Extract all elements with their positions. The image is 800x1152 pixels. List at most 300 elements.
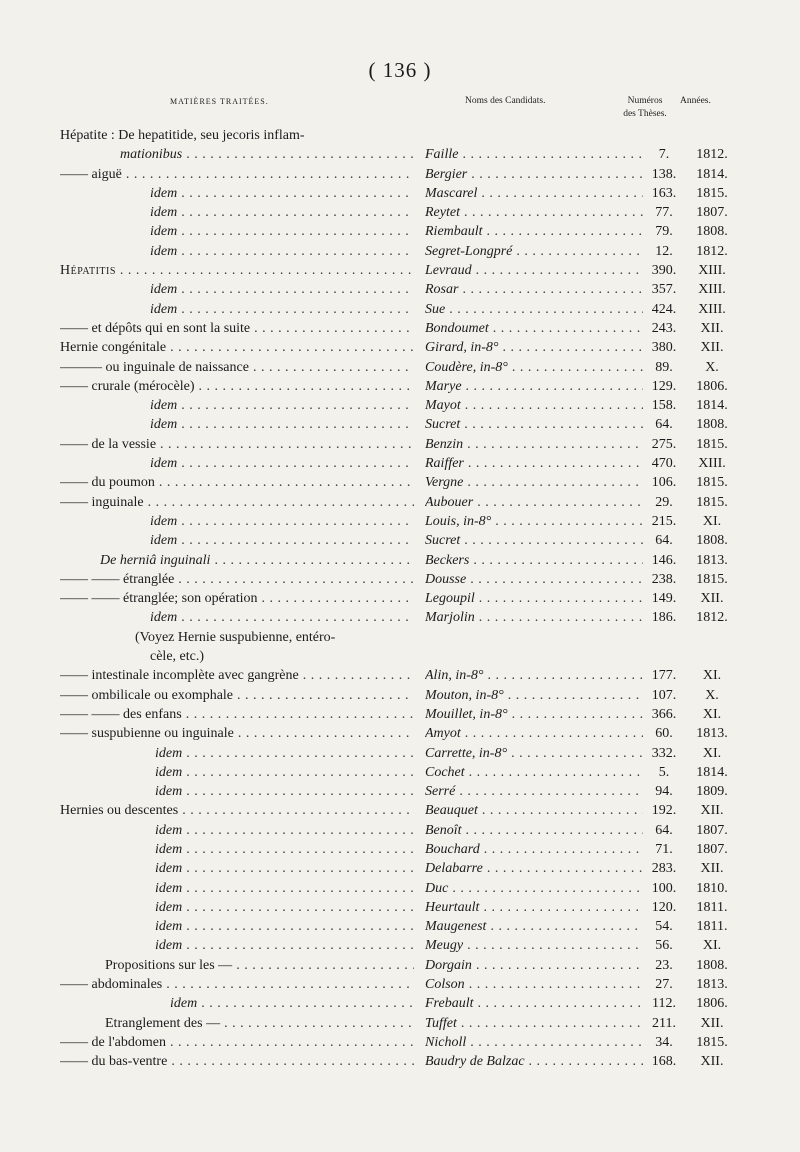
candidate-name: Levraud <box>425 263 472 279</box>
table-row <box>0 319 800 338</box>
candidate-name: Mouillet, in-8° <box>425 706 508 722</box>
subject-text: Hépatitis <box>60 263 116 279</box>
subject-cell <box>150 184 414 203</box>
subject-text: ——— ou inguinale de naissance <box>60 359 249 375</box>
subject-text: Etranglement des — <box>105 1015 221 1031</box>
thesis-number: 94. <box>655 784 673 800</box>
thesis-number: 27. <box>655 977 673 993</box>
table-row <box>0 840 800 859</box>
table-row <box>0 608 800 627</box>
table-row <box>0 879 800 898</box>
table-row <box>0 666 800 685</box>
table-row <box>0 936 800 955</box>
thesis-number: 64. <box>655 417 673 433</box>
candidate-cell <box>425 242 643 261</box>
subject-text: idem <box>150 205 178 221</box>
thesis-year: 1807. <box>696 841 728 857</box>
thesis-year: XI. <box>702 938 722 954</box>
thesis-number: 283. <box>651 861 677 877</box>
thesis-number: 64. <box>655 822 673 838</box>
table-row <box>0 1014 800 1033</box>
subject-cell <box>155 936 414 955</box>
subject-cell <box>155 821 414 840</box>
subject-cell <box>150 242 414 261</box>
thesis-year: 1808. <box>696 224 728 240</box>
candidate-name: Dousse <box>425 571 467 587</box>
candidate-name: Nicholl <box>425 1034 467 1050</box>
thesis-year: 1808. <box>696 417 728 433</box>
thesis-number: 332. <box>651 745 677 761</box>
header-noms: Noms des Candidats. <box>465 96 546 106</box>
subject-cell <box>60 1033 414 1052</box>
thesis-year: 1806. <box>696 996 728 1012</box>
thesis-number: 243. <box>651 320 677 336</box>
subject-text: idem <box>155 822 183 838</box>
subject-text: cèle, etc.) <box>150 649 205 665</box>
thesis-year: XIII. <box>698 282 726 298</box>
candidate-name: Segret-Longpré <box>425 243 513 259</box>
table-row <box>0 242 800 261</box>
subject-text: Hépatite : De hepatitide, seu jecoris inflam- <box>60 128 305 143</box>
subject-cell <box>155 917 414 936</box>
table-row <box>0 165 800 184</box>
table-row <box>0 493 800 512</box>
thesis-year: XI. <box>702 745 722 761</box>
thesis-year: 1813. <box>696 552 728 568</box>
subject-text: De herniâ inguinali <box>100 552 211 568</box>
subject-text: —— suspubienne ou inguinale <box>60 726 234 742</box>
thesis-year: 1813. <box>696 726 728 742</box>
thesis-number: 89. <box>655 359 673 375</box>
subject-text: idem <box>155 919 183 935</box>
subject-text: idem <box>155 861 183 877</box>
table-row <box>0 744 800 763</box>
subject-text: —— de l'abdomen <box>60 1034 166 1050</box>
subject-cell <box>60 319 414 338</box>
thesis-number: 163. <box>651 185 677 201</box>
thesis-number: 29. <box>655 494 673 510</box>
candidate-name: Louis, in-8° <box>425 513 492 529</box>
subject-cell <box>105 956 414 975</box>
subject-cell <box>60 1052 414 1071</box>
thesis-year: XII. <box>700 861 724 877</box>
thesis-year: XI. <box>702 706 722 722</box>
candidate-name: Rosar <box>425 282 459 298</box>
subject-text: idem <box>150 243 178 259</box>
candidate-name: Amyot <box>425 726 461 742</box>
subject-text: idem <box>150 185 178 201</box>
candidate-cell <box>425 589 643 608</box>
thesis-year: XIII. <box>698 301 726 317</box>
thesis-year: 1807. <box>696 822 728 838</box>
candidate-name: Raiffer <box>425 456 464 472</box>
candidate-cell <box>425 724 643 743</box>
thesis-number: 106. <box>651 475 677 491</box>
table-row <box>0 647 800 666</box>
table-row <box>0 724 800 743</box>
subject-text: idem <box>150 417 178 433</box>
table-row <box>0 859 800 878</box>
candidate-name: Alin, in-8° <box>425 668 484 684</box>
thesis-number: 138. <box>651 166 677 182</box>
candidate-cell <box>425 763 643 782</box>
candidate-cell <box>425 512 643 531</box>
candidate-cell <box>425 531 643 550</box>
candidate-cell <box>425 551 643 570</box>
thesis-year: 1815. <box>696 475 728 491</box>
subject-text: idem <box>155 899 183 915</box>
candidate-cell <box>425 261 643 280</box>
table-row <box>0 184 800 203</box>
subject-cell <box>60 570 414 589</box>
subject-cell <box>150 415 414 434</box>
subject-cell <box>155 898 414 917</box>
subject-cell <box>60 473 414 492</box>
subject-text: —— du bas-ventre <box>60 1054 168 1070</box>
table-row <box>0 898 800 917</box>
candidate-name: Carrette, in-8° <box>425 745 508 761</box>
thesis-number: 380. <box>651 340 677 356</box>
table-row <box>0 994 800 1013</box>
thesis-number: 112. <box>652 996 676 1012</box>
thesis-year: XII. <box>700 1054 724 1070</box>
subject-text: —— ombilicale ou exomphale <box>60 687 234 703</box>
subject-text: idem <box>150 301 178 317</box>
candidate-name: Frebault <box>425 996 474 1012</box>
thesis-year: 1808. <box>696 957 728 973</box>
thesis-year: 1815. <box>696 1034 728 1050</box>
candidate-name: Serré <box>425 784 456 800</box>
candidate-cell <box>425 145 643 164</box>
thesis-number: 470. <box>651 456 677 472</box>
header-numeros-line1: Numéros <box>627 96 663 106</box>
candidate-name: Riembault <box>425 224 483 240</box>
candidate-name: Bergier <box>425 166 468 182</box>
candidate-cell <box>425 454 643 473</box>
subject-text: —— inguinale <box>60 494 144 510</box>
candidate-name: Sucret <box>425 533 461 549</box>
subject-text: idem <box>150 282 178 298</box>
subject-cell <box>60 589 414 608</box>
table-row <box>0 589 800 608</box>
subject-text: mationibus <box>120 147 183 163</box>
candidate-name: Marye <box>425 378 462 394</box>
table-row <box>0 1052 800 1071</box>
thesis-number: 12. <box>655 243 673 259</box>
table-row <box>0 473 800 492</box>
candidate-name: Maugenest <box>425 919 487 935</box>
candidate-name: Tuffet <box>425 1015 457 1031</box>
table-row <box>0 705 800 724</box>
subject-cell <box>150 647 414 666</box>
candidate-cell <box>425 782 643 801</box>
thesis-year: XII. <box>700 320 724 336</box>
candidate-cell <box>425 1033 643 1052</box>
thesis-number: 23. <box>655 957 673 973</box>
subject-text: —— abdominales <box>60 977 163 993</box>
candidate-cell <box>425 686 643 705</box>
thesis-year: 1812. <box>696 243 728 259</box>
thesis-year: 1814. <box>696 166 728 182</box>
thesis-number: 5. <box>658 764 670 780</box>
candidate-cell <box>425 975 643 994</box>
thesis-year: 1811. <box>696 919 728 935</box>
candidate-cell <box>425 705 643 724</box>
subject-cell <box>60 705 414 724</box>
table-row <box>0 222 800 241</box>
subject-cell <box>60 358 414 377</box>
subject-cell <box>60 435 414 454</box>
thesis-year: XII. <box>700 591 724 607</box>
subject-cell <box>60 126 414 145</box>
candidate-name: Benzin <box>425 436 464 452</box>
thesis-year: 1810. <box>696 880 728 896</box>
subject-cell <box>60 724 414 743</box>
subject-text: —— de la vessie <box>60 436 157 452</box>
table-row <box>0 203 800 222</box>
candidate-cell <box>425 203 643 222</box>
candidate-name: Duc <box>425 880 449 896</box>
candidate-name: Vergne <box>425 475 464 491</box>
table-row <box>0 126 800 145</box>
subject-text: (Voyez Hernie suspubienne, entéro- <box>135 629 336 645</box>
thesis-year: 1815. <box>696 494 728 510</box>
table-row <box>0 454 800 473</box>
page-number: ( 136 ) <box>368 58 432 82</box>
table-row <box>0 1033 800 1052</box>
thesis-number: 107. <box>651 687 677 703</box>
table-row <box>0 531 800 550</box>
thesis-number: 168. <box>651 1054 677 1070</box>
candidate-name: Dorgain <box>425 957 472 973</box>
thesis-year: XII. <box>700 340 724 356</box>
candidate-cell <box>425 956 643 975</box>
table-row <box>0 782 800 801</box>
candidate-cell <box>425 666 643 685</box>
subject-text: —— et dépôts qui en sont la suite <box>60 320 251 336</box>
subject-text: Hernie congénitale <box>60 340 167 356</box>
header-numeros <box>613 95 677 121</box>
thesis-number: 275. <box>651 436 677 452</box>
candidate-name: Delabarre <box>425 861 483 877</box>
thesis-number: 129. <box>651 378 677 394</box>
subject-text: Hernies ou descentes <box>60 803 179 819</box>
subject-cell <box>150 512 414 531</box>
candidate-cell <box>425 1052 643 1071</box>
subject-cell <box>60 801 414 820</box>
thesis-year: 1815. <box>696 571 728 587</box>
candidate-cell <box>425 415 643 434</box>
candidate-cell <box>425 377 643 396</box>
subject-cell <box>135 628 414 647</box>
thesis-year: 1815. <box>696 185 728 201</box>
subject-cell <box>150 396 414 415</box>
thesis-table <box>0 126 800 1072</box>
subject-text: idem <box>150 513 178 529</box>
subject-cell <box>155 744 414 763</box>
candidate-cell <box>425 165 643 184</box>
subject-text: idem <box>150 398 178 414</box>
subject-cell <box>155 763 414 782</box>
thesis-number: 56. <box>655 938 673 954</box>
table-row <box>0 628 800 647</box>
table-row <box>0 975 800 994</box>
candidate-cell <box>425 801 643 820</box>
thesis-number: 60. <box>655 726 673 742</box>
candidate-cell <box>425 493 643 512</box>
candidate-cell <box>425 879 643 898</box>
candidate-name: Sue <box>425 301 446 317</box>
candidate-name: Marjolin <box>425 610 475 626</box>
candidate-cell <box>425 338 643 357</box>
candidate-name: Beauquet <box>425 803 478 819</box>
header-matieres: MATIÈRES TRAITÉES. <box>170 97 269 106</box>
subject-cell <box>155 782 414 801</box>
thesis-year: 1806. <box>696 378 728 394</box>
subject-text: idem <box>150 533 178 549</box>
thesis-number: 177. <box>651 668 677 684</box>
table-row <box>0 763 800 782</box>
table-row <box>0 821 800 840</box>
table-row <box>0 377 800 396</box>
subject-text: idem <box>155 938 183 954</box>
candidate-name: Coudère, in-8° <box>425 359 508 375</box>
thesis-number: 390. <box>651 263 677 279</box>
table-row <box>0 280 800 299</box>
candidate-name: Benoît <box>425 822 462 838</box>
candidate-name: Faille <box>425 147 459 163</box>
thesis-year: 1808. <box>696 533 728 549</box>
thesis-number: 34. <box>655 1034 673 1050</box>
thesis-year: 1812. <box>696 147 728 163</box>
subject-text: —— —— des enfans <box>60 706 182 722</box>
thesis-number: 64. <box>655 533 673 549</box>
subject-cell <box>100 551 414 570</box>
thesis-year: X. <box>705 687 719 703</box>
subject-text: —— intestinale incomplète avec gangrène <box>60 668 299 684</box>
thesis-year: XIII. <box>698 263 726 279</box>
thesis-number: 357. <box>651 282 677 298</box>
candidate-cell <box>425 473 643 492</box>
thesis-number: 71. <box>655 841 673 857</box>
candidate-cell <box>425 570 643 589</box>
subject-cell <box>120 145 414 164</box>
candidate-cell <box>425 744 643 763</box>
candidate-cell <box>425 319 643 338</box>
thesis-number: 238. <box>651 571 677 587</box>
subject-cell <box>60 165 414 184</box>
thesis-year: 1811. <box>696 899 728 915</box>
subject-text: idem <box>150 610 178 626</box>
table-row <box>0 917 800 936</box>
thesis-number: 192. <box>651 803 677 819</box>
candidate-cell <box>425 608 643 627</box>
thesis-number: 424. <box>651 301 677 317</box>
candidate-cell <box>425 821 643 840</box>
subject-cell <box>60 338 414 357</box>
table-row <box>0 338 800 357</box>
subject-cell <box>150 608 414 627</box>
subject-cell <box>60 975 414 994</box>
candidate-name: Mascarel <box>425 185 478 201</box>
subject-cell <box>150 454 414 473</box>
subject-text: —— aiguë <box>60 166 122 182</box>
subject-text: idem <box>155 764 183 780</box>
thesis-number: 149. <box>651 591 677 607</box>
subject-cell <box>150 280 414 299</box>
thesis-year: XII. <box>700 1015 724 1031</box>
subject-text: idem <box>155 784 183 800</box>
candidate-name: Cochet <box>425 764 465 780</box>
thesis-number: 158. <box>651 398 677 414</box>
table-row <box>0 801 800 820</box>
table-row <box>0 512 800 531</box>
table-row <box>0 551 800 570</box>
candidate-cell <box>425 994 643 1013</box>
candidate-cell <box>425 358 643 377</box>
subject-text: idem <box>150 456 178 472</box>
thesis-number: 7. <box>658 147 670 163</box>
candidate-name: Sucret <box>425 417 461 433</box>
candidate-cell <box>425 222 643 241</box>
thesis-number: 211. <box>652 1015 676 1031</box>
candidate-cell <box>425 898 643 917</box>
table-row <box>0 686 800 705</box>
candidate-cell <box>425 435 643 454</box>
subject-cell <box>170 994 414 1013</box>
candidate-cell <box>425 280 643 299</box>
candidate-name: Colson <box>425 977 465 993</box>
subject-text: idem <box>155 841 183 857</box>
candidate-cell <box>425 300 643 319</box>
thesis-year: 1812. <box>696 610 728 626</box>
candidate-name: Mouton, in-8° <box>425 687 504 703</box>
subject-text: Propositions sur les — <box>105 957 233 973</box>
thesis-year: 1813. <box>696 977 728 993</box>
candidate-name: Bondoumet <box>425 320 489 336</box>
header-annees: Années. <box>680 96 711 106</box>
candidate-name: Reytet <box>425 205 460 221</box>
candidate-cell <box>425 840 643 859</box>
thesis-number: 79. <box>655 224 673 240</box>
thesis-year: 1814. <box>696 398 728 414</box>
thesis-year: 1814. <box>696 764 728 780</box>
subject-text: idem <box>155 880 183 896</box>
subject-text: idem <box>170 996 198 1012</box>
candidate-name: Meugy <box>425 938 464 954</box>
candidate-name: Aubouer <box>425 494 474 510</box>
thesis-year: XI. <box>702 668 722 684</box>
candidate-cell <box>425 184 643 203</box>
candidate-name: Baudry de Balzac <box>425 1054 525 1070</box>
subject-cell <box>60 493 414 512</box>
subject-text: —— du poumon <box>60 475 155 491</box>
thesis-year: 1809. <box>696 784 728 800</box>
candidate-name: Beckers <box>425 552 470 568</box>
thesis-number: 120. <box>651 899 677 915</box>
candidate-cell <box>425 396 643 415</box>
table-row <box>0 396 800 415</box>
table-row <box>0 415 800 434</box>
table-row <box>0 435 800 454</box>
thesis-number: 54. <box>655 919 673 935</box>
thesis-year: 1815. <box>696 436 728 452</box>
thesis-number: 100. <box>651 880 677 896</box>
thesis-number: 77. <box>655 205 673 221</box>
subject-cell <box>150 203 414 222</box>
thesis-year: 1807. <box>696 205 728 221</box>
subject-cell <box>150 531 414 550</box>
